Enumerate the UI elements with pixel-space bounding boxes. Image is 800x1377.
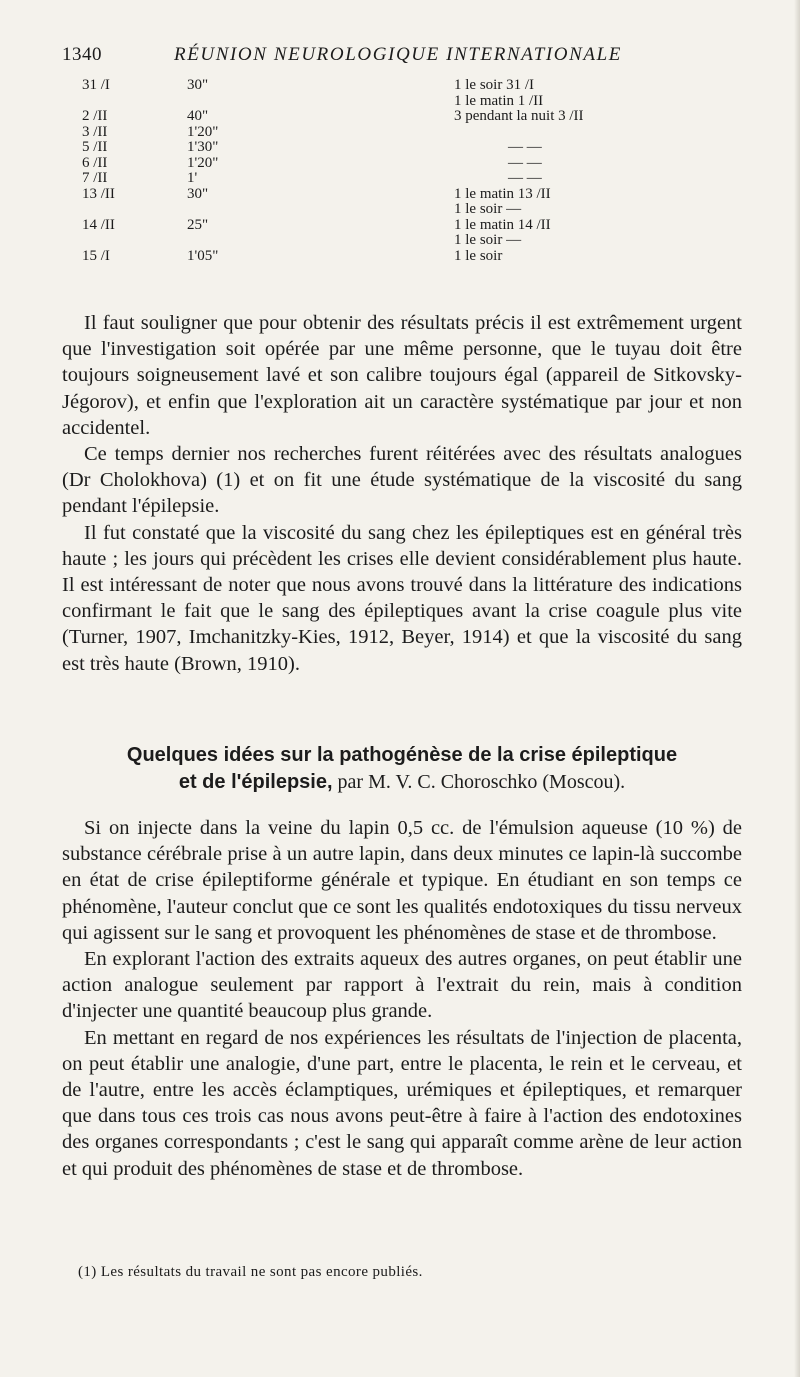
page-header bbox=[62, 44, 742, 70]
date-cell: 14 /II bbox=[82, 216, 115, 233]
title-line-2-text: et de l'épilepsie, bbox=[178, 771, 333, 793]
note-cell: 3 pendant la nuit 3 /II bbox=[454, 108, 584, 124]
time-cell: 30" bbox=[187, 77, 209, 93]
measurement-table bbox=[62, 78, 762, 264]
paragraph: En mettant en regard de nos expériences les résultats de l'injection de placenta, on peut établir une analogie, d'une part, entre le placenta, le rein et le cerveau, et de l'autre, entre les accès éclamptiques, urémiques et épileptiques, et remarquer que dans tous ces trois cas nous avons peut-être à faire à l'action des endotoxines des organes correspondants ; c'est le sang qui apparaît comme arène de leur action et qui produit des phénomènes de stase et de thrombose. bbox=[62, 1026, 742, 1180]
table-row bbox=[62, 125, 762, 141]
note-cell: 1 le matin 13 /II bbox=[454, 185, 551, 202]
article-title bbox=[62, 742, 742, 796]
note-cell: 1 le soir — bbox=[454, 201, 522, 217]
note-cell: 1 le soir 31 /I bbox=[454, 77, 534, 93]
viscosity-section bbox=[62, 310, 742, 677]
note-cell: 1 le matin 14 /II bbox=[454, 216, 551, 233]
footnote: (1) Les résultats du travail ne sont pas encore publiés. bbox=[78, 1264, 423, 1280]
time-cell: 1'30" bbox=[187, 139, 219, 155]
table-row bbox=[62, 202, 762, 218]
paragraph: Il faut souligner que pour obtenir des résultats précis il est extrêmement urgent que l'investigation soit opérée par une même personne, que le tuyau doit être toujours soigneusement lavé et son calibre toujours égal (appareil de Sitkovsky-Jégorov), et enfin que l'exploration ait un caractère systématique par jour et non accidentel. bbox=[62, 312, 742, 439]
paragraph: En explorant l'action des extraits aqueux des autres organes, on peut établir une action analogue seulement par rapport à l'extrait du rein, mais à condition d'injecter une quantité beaucoup plus grande. bbox=[62, 948, 742, 1023]
table-row bbox=[62, 233, 762, 249]
table-row bbox=[62, 218, 762, 234]
time-cell: 1'20" bbox=[187, 123, 219, 140]
note-cell: 1 le matin 1 /II bbox=[454, 92, 544, 109]
table-row bbox=[62, 109, 762, 125]
date-cell: 2 /II bbox=[82, 108, 108, 124]
time-cell: 1'20" bbox=[187, 154, 219, 171]
pathogenesis-section bbox=[62, 815, 742, 1182]
time-cell: 40" bbox=[187, 108, 209, 124]
note-cell: 1 le soir bbox=[454, 247, 503, 264]
date-cell: 5 /II bbox=[82, 139, 108, 155]
date-cell: 3 /II bbox=[82, 123, 108, 140]
paragraph: Il fut constaté que la viscosité du sang chez les épileptiques est en général très haute ; les jours qui précèdent les crises elle devient considérablement plus haute. Il est intéressant de noter que nous avons trouvé dans la littérature des indications confirmant le fait que le sang des épileptiques avant la crise coagule plus vite (Turner, 1907, Imchanitzky-Kies, 1912, Beyer, 1914) et que la viscosité du sang est très haute (Brown, 1910). bbox=[62, 521, 742, 675]
date-cell: 6 /II bbox=[82, 154, 108, 171]
table-row bbox=[62, 140, 762, 156]
author-byline: par M. V. C. Choroschko (Moscou). bbox=[332, 771, 626, 793]
table-row bbox=[62, 94, 762, 110]
time-cell: 25" bbox=[187, 216, 209, 233]
table-row bbox=[62, 187, 762, 203]
table-row bbox=[62, 249, 762, 265]
running-title: RÉUNION NEUROLOGIQUE INTERNATIONALE bbox=[174, 44, 622, 65]
title-line-1: Quelques idées sur la pathogénèse de la crise épileptique bbox=[126, 744, 678, 766]
table-row bbox=[62, 78, 762, 94]
paragraph: Si on injecte dans la veine du lapin 0,5 cc. de l'émulsion aqueuse (10 %) de substance cérébrale prise à un autre lapin, dans deux minutes ce lapin-là succombe en état de crise épileptiforme générale et typique. En étudiant en son temps ce phénomène, l'auteur conclut que ce sont les qualités endotoxiques du tissu nerveux qui agissent sur le sang et provoquent les phénomènes de stase et de thrombose. bbox=[62, 817, 742, 944]
title-line-2 bbox=[62, 769, 742, 796]
date-cell: 15 /I bbox=[82, 247, 110, 264]
paragraph: Ce temps dernier nos recherches furent réitérées avec des résultats analogues (Dr Cholokhova) (1) et on fit une étude systématique de la viscosité du sang pendant l'épilepsie. bbox=[62, 443, 742, 518]
table-row bbox=[62, 156, 762, 172]
time-cell: 30" bbox=[187, 185, 209, 202]
date-cell: 13 /II bbox=[82, 185, 115, 202]
note-cell: — — bbox=[508, 139, 542, 155]
note-cell: 1 le soir — bbox=[454, 232, 522, 248]
time-cell: 1' bbox=[187, 170, 198, 186]
page-number: 1340 bbox=[62, 44, 102, 65]
time-cell: 1'05" bbox=[187, 247, 219, 264]
page-edge-shadow bbox=[794, 0, 800, 1377]
table-row bbox=[62, 171, 762, 187]
note-cell: — — bbox=[508, 154, 542, 171]
date-cell: 7 /II bbox=[82, 170, 108, 186]
note-cell: — — bbox=[508, 170, 542, 186]
date-cell: 31 /I bbox=[82, 77, 110, 93]
